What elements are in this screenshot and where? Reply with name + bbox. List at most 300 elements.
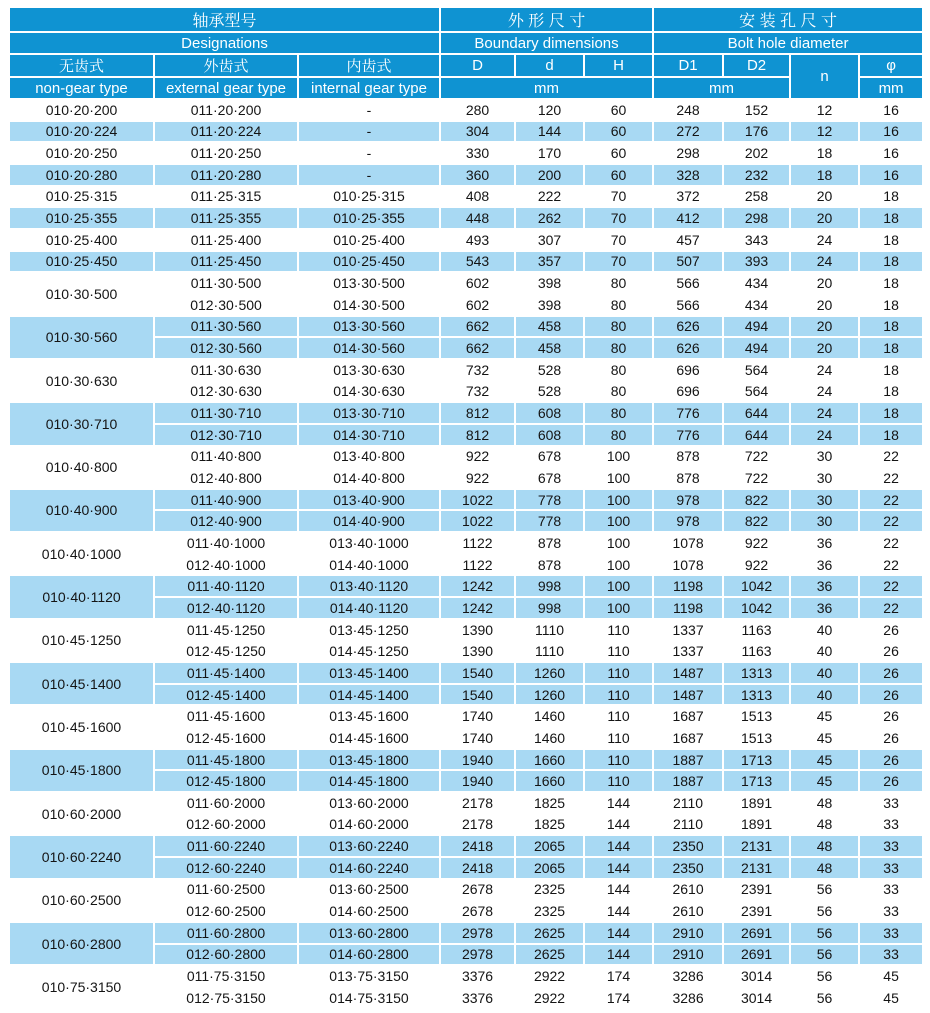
cell-non-gear-type: 010·20·200 [9, 99, 154, 121]
cell-d: 357 [515, 251, 584, 273]
cell-D1: 2610 [653, 900, 723, 922]
cell-n: 56 [790, 922, 859, 944]
cell-H: 100 [584, 597, 653, 619]
cell-phi: 18 [859, 337, 923, 359]
cell-D1: 2350 [653, 835, 723, 857]
cell-external-gear-type: 012·45·1600 [154, 727, 298, 749]
cell-d: 1825 [515, 792, 584, 814]
cell-phi: 22 [859, 554, 923, 576]
colhead-phi: φ [859, 54, 923, 77]
cell-D1: 626 [653, 316, 723, 338]
cell-D: 360 [440, 164, 515, 186]
cell-d: 2325 [515, 879, 584, 901]
cell-D2: 202 [723, 142, 790, 164]
cell-internal-gear-type: 013·40·1000 [298, 532, 440, 554]
cell-internal-gear-type: 013·40·900 [298, 489, 440, 511]
cell-n: 56 [790, 987, 859, 1009]
cell-d: 1660 [515, 770, 584, 792]
table-row [9, 121, 923, 143]
cell-phi: 26 [859, 749, 923, 771]
cell-internal-gear-type: 014·45·1600 [298, 727, 440, 749]
cell-D: 2418 [440, 835, 515, 857]
cell-H: 144 [584, 944, 653, 966]
cell-n: 18 [790, 142, 859, 164]
colhead-internal-gear-zh: 内齿式 [298, 54, 440, 77]
cell-d: 878 [515, 532, 584, 554]
cell-internal-gear-type: 014·75·3150 [298, 987, 440, 1009]
cell-non-gear-type: 010·60·2000 [9, 792, 154, 835]
header-designations-zh: 轴承型号 [9, 7, 440, 32]
cell-external-gear-type: 011·20·224 [154, 121, 298, 143]
cell-D2: 176 [723, 121, 790, 143]
colhead-H: H [584, 54, 653, 77]
cell-d: 458 [515, 316, 584, 338]
cell-d: 1260 [515, 662, 584, 684]
cell-n: 45 [790, 727, 859, 749]
cell-external-gear-type: 012·40·800 [154, 467, 298, 489]
cell-D: 2178 [440, 814, 515, 836]
cell-internal-gear-type: - [298, 142, 440, 164]
cell-phi: 22 [859, 575, 923, 597]
cell-D: 2678 [440, 879, 515, 901]
cell-external-gear-type: 011·60·2240 [154, 835, 298, 857]
cell-H: 80 [584, 381, 653, 403]
cell-D2: 494 [723, 316, 790, 338]
cell-D1: 1078 [653, 554, 723, 576]
cell-D: 1740 [440, 705, 515, 727]
cell-D: 2978 [440, 944, 515, 966]
header-row-en [9, 32, 923, 54]
colhead-d: d [515, 54, 584, 77]
table-row [9, 272, 923, 294]
cell-D1: 2610 [653, 879, 723, 901]
cell-external-gear-type: 011·40·800 [154, 446, 298, 468]
cell-D1: 1887 [653, 770, 723, 792]
cell-D: 922 [440, 446, 515, 468]
cell-n: 48 [790, 835, 859, 857]
cell-H: 70 [584, 186, 653, 208]
cell-H: 70 [584, 207, 653, 229]
cell-internal-gear-type: 014·45·1400 [298, 684, 440, 706]
cell-D2: 1042 [723, 575, 790, 597]
cell-internal-gear-type: 013·45·1400 [298, 662, 440, 684]
cell-external-gear-type: 011·40·1120 [154, 575, 298, 597]
cell-external-gear-type: 012·45·1800 [154, 770, 298, 792]
cell-n: 30 [790, 446, 859, 468]
cell-n: 24 [790, 251, 859, 273]
cell-D1: 328 [653, 164, 723, 186]
cell-phi: 18 [859, 186, 923, 208]
cell-n: 30 [790, 489, 859, 511]
cell-n: 36 [790, 532, 859, 554]
cell-D2: 922 [723, 554, 790, 576]
cell-D2: 1513 [723, 727, 790, 749]
cell-D1: 696 [653, 359, 723, 381]
cell-D: 304 [440, 121, 515, 143]
cell-D: 812 [440, 402, 515, 424]
cell-D: 408 [440, 186, 515, 208]
cell-H: 100 [584, 532, 653, 554]
cell-D2: 393 [723, 251, 790, 273]
cell-D1: 457 [653, 229, 723, 251]
cell-D: 493 [440, 229, 515, 251]
cell-n: 20 [790, 186, 859, 208]
cell-internal-gear-type: 014·40·900 [298, 510, 440, 532]
cell-D: 662 [440, 316, 515, 338]
cell-D1: 1887 [653, 749, 723, 771]
cell-D1: 776 [653, 424, 723, 446]
cell-external-gear-type: 011·60·2500 [154, 879, 298, 901]
cell-phi: 26 [859, 727, 923, 749]
cell-internal-gear-type: 014·40·800 [298, 467, 440, 489]
cell-H: 100 [584, 446, 653, 468]
cell-phi: 33 [859, 900, 923, 922]
cell-d: 998 [515, 597, 584, 619]
cell-D2: 1713 [723, 749, 790, 771]
cell-external-gear-type: 011·25·400 [154, 229, 298, 251]
cell-non-gear-type: 010·60·2800 [9, 922, 154, 965]
cell-external-gear-type: 011·40·900 [154, 489, 298, 511]
cell-non-gear-type: 010·45·1800 [9, 749, 154, 792]
cell-d: 120 [515, 99, 584, 121]
cell-D2: 232 [723, 164, 790, 186]
cell-D2: 922 [723, 532, 790, 554]
cell-n: 12 [790, 121, 859, 143]
cell-D1: 1078 [653, 532, 723, 554]
cell-phi: 22 [859, 446, 923, 468]
cell-phi: 26 [859, 684, 923, 706]
cell-external-gear-type: 012·30·630 [154, 381, 298, 403]
cell-H: 110 [584, 640, 653, 662]
cell-D1: 1337 [653, 619, 723, 641]
cell-D1: 1487 [653, 684, 723, 706]
cell-H: 144 [584, 857, 653, 879]
cell-D1: 878 [653, 446, 723, 468]
cell-H: 80 [584, 337, 653, 359]
cell-internal-gear-type: 013·45·1800 [298, 749, 440, 771]
cell-n: 56 [790, 900, 859, 922]
cell-H: 60 [584, 99, 653, 121]
unit-bolt-mm: mm [653, 77, 790, 99]
cell-D2: 494 [723, 337, 790, 359]
cell-H: 144 [584, 835, 653, 857]
cell-phi: 26 [859, 662, 923, 684]
table-row [9, 446, 923, 468]
cell-D: 448 [440, 207, 515, 229]
cell-H: 100 [584, 467, 653, 489]
cell-D: 602 [440, 294, 515, 316]
cell-external-gear-type: 012·40·900 [154, 510, 298, 532]
cell-H: 80 [584, 402, 653, 424]
cell-internal-gear-type: 013·30·560 [298, 316, 440, 338]
cell-d: 1825 [515, 814, 584, 836]
cell-D2: 1163 [723, 619, 790, 641]
cell-non-gear-type: 010·20·280 [9, 164, 154, 186]
cell-D2: 564 [723, 381, 790, 403]
table-row [9, 164, 923, 186]
cell-internal-gear-type: 013·30·710 [298, 402, 440, 424]
table-row [9, 532, 923, 554]
colhead-D1: D1 [653, 54, 723, 77]
cell-external-gear-type: 011·20·250 [154, 142, 298, 164]
cell-external-gear-type: 011·45·1600 [154, 705, 298, 727]
cell-phi: 16 [859, 99, 923, 121]
table-row [9, 359, 923, 381]
cell-D2: 434 [723, 272, 790, 294]
table-row [9, 489, 923, 511]
cell-internal-gear-type: - [298, 121, 440, 143]
cell-non-gear-type: 010·60·2240 [9, 835, 154, 878]
cell-D2: 2131 [723, 857, 790, 879]
cell-n: 24 [790, 229, 859, 251]
cell-phi: 22 [859, 489, 923, 511]
cell-H: 144 [584, 900, 653, 922]
cell-n: 12 [790, 99, 859, 121]
cell-D2: 1891 [723, 792, 790, 814]
colhead-D: D [440, 54, 515, 77]
cell-internal-gear-type: - [298, 164, 440, 186]
cell-D2: 644 [723, 402, 790, 424]
cell-D: 732 [440, 381, 515, 403]
header-row-zh [9, 7, 923, 32]
table-row [9, 662, 923, 684]
cell-d: 678 [515, 446, 584, 468]
colhead-external-gear-zh: 外齿式 [154, 54, 298, 77]
colhead-D2: D2 [723, 54, 790, 77]
cell-phi: 33 [859, 944, 923, 966]
cell-external-gear-type: 012·60·2500 [154, 900, 298, 922]
cell-non-gear-type: 010·60·2500 [9, 879, 154, 922]
cell-D2: 343 [723, 229, 790, 251]
cell-external-gear-type: 011·45·1400 [154, 662, 298, 684]
cell-d: 2922 [515, 965, 584, 987]
cell-D: 1740 [440, 727, 515, 749]
table-body [9, 99, 923, 1009]
cell-d: 222 [515, 186, 584, 208]
table-header [9, 7, 923, 99]
cell-H: 144 [584, 922, 653, 944]
cell-D: 1540 [440, 662, 515, 684]
cell-D1: 878 [653, 467, 723, 489]
cell-d: 2625 [515, 944, 584, 966]
table-row [9, 99, 923, 121]
table-row [9, 186, 923, 208]
cell-D: 3376 [440, 965, 515, 987]
header-row-units [9, 77, 923, 99]
cell-D2: 258 [723, 186, 790, 208]
cell-external-gear-type: 012·60·2240 [154, 857, 298, 879]
cell-phi: 33 [859, 814, 923, 836]
cell-d: 1110 [515, 640, 584, 662]
header-bolt-en: Bolt hole diameter [653, 32, 923, 54]
cell-H: 110 [584, 705, 653, 727]
cell-n: 48 [790, 814, 859, 836]
cell-d: 170 [515, 142, 584, 164]
cell-d: 528 [515, 381, 584, 403]
cell-D: 2178 [440, 792, 515, 814]
cell-external-gear-type: 012·30·560 [154, 337, 298, 359]
cell-phi: 33 [859, 835, 923, 857]
cell-H: 80 [584, 424, 653, 446]
cell-non-gear-type: 010·20·224 [9, 121, 154, 143]
cell-d: 1460 [515, 705, 584, 727]
cell-D1: 1487 [653, 662, 723, 684]
cell-D: 1390 [440, 619, 515, 641]
cell-internal-gear-type: 014·60·2500 [298, 900, 440, 922]
cell-external-gear-type: 012·40·1000 [154, 554, 298, 576]
cell-D2: 2391 [723, 900, 790, 922]
cell-d: 778 [515, 489, 584, 511]
cell-H: 80 [584, 272, 653, 294]
table-row [9, 835, 923, 857]
cell-d: 2065 [515, 835, 584, 857]
cell-H: 100 [584, 575, 653, 597]
cell-d: 398 [515, 294, 584, 316]
cell-n: 48 [790, 792, 859, 814]
cell-external-gear-type: 011·40·1000 [154, 532, 298, 554]
cell-d: 1660 [515, 749, 584, 771]
cell-phi: 16 [859, 142, 923, 164]
cell-phi: 26 [859, 705, 923, 727]
cell-phi: 45 [859, 987, 923, 1009]
cell-external-gear-type: 011·60·2800 [154, 922, 298, 944]
cell-D2: 152 [723, 99, 790, 121]
cell-internal-gear-type: 014·30·710 [298, 424, 440, 446]
cell-external-gear-type: 011·30·560 [154, 316, 298, 338]
cell-phi: 26 [859, 619, 923, 641]
cell-phi: 18 [859, 207, 923, 229]
header-boundary-en: Boundary dimensions [440, 32, 653, 54]
table-row [9, 575, 923, 597]
cell-n: 45 [790, 770, 859, 792]
table-row [9, 922, 923, 944]
cell-d: 200 [515, 164, 584, 186]
cell-n: 24 [790, 424, 859, 446]
cell-phi: 18 [859, 424, 923, 446]
cell-d: 608 [515, 402, 584, 424]
cell-non-gear-type: 010·45·1400 [9, 662, 154, 705]
colhead-internal-gear-en: internal gear type [298, 77, 440, 99]
cell-D1: 566 [653, 294, 723, 316]
cell-D: 543 [440, 251, 515, 273]
cell-D1: 978 [653, 510, 723, 532]
cell-n: 20 [790, 272, 859, 294]
cell-D: 662 [440, 337, 515, 359]
cell-D1: 626 [653, 337, 723, 359]
cell-phi: 22 [859, 597, 923, 619]
cell-D: 602 [440, 272, 515, 294]
header-bolt-zh: 安 装 孔 尺 寸 [653, 7, 923, 32]
cell-external-gear-type: 012·45·1250 [154, 640, 298, 662]
cell-D2: 1513 [723, 705, 790, 727]
cell-external-gear-type: 012·40·1120 [154, 597, 298, 619]
table-row [9, 316, 923, 338]
cell-internal-gear-type: 014·40·1000 [298, 554, 440, 576]
table-row [9, 229, 923, 251]
cell-phi: 22 [859, 532, 923, 554]
cell-non-gear-type: 010·30·560 [9, 316, 154, 359]
cell-H: 144 [584, 814, 653, 836]
cell-non-gear-type: 010·25·355 [9, 207, 154, 229]
cell-phi: 45 [859, 965, 923, 987]
cell-non-gear-type: 010·20·250 [9, 142, 154, 164]
cell-d: 458 [515, 337, 584, 359]
cell-H: 110 [584, 684, 653, 706]
cell-D1: 2110 [653, 814, 723, 836]
cell-n: 18 [790, 164, 859, 186]
cell-phi: 26 [859, 640, 923, 662]
cell-D1: 2910 [653, 944, 723, 966]
colhead-n: n [790, 54, 859, 99]
table-row [9, 792, 923, 814]
cell-H: 100 [584, 554, 653, 576]
cell-D: 1540 [440, 684, 515, 706]
cell-d: 1460 [515, 727, 584, 749]
cell-D2: 3014 [723, 965, 790, 987]
cell-external-gear-type: 012·60·2000 [154, 814, 298, 836]
header-boundary-zh: 外 形 尺 寸 [440, 7, 653, 32]
cell-external-gear-type: 012·30·710 [154, 424, 298, 446]
cell-D: 1242 [440, 597, 515, 619]
cell-internal-gear-type: 013·60·2800 [298, 922, 440, 944]
cell-D2: 1313 [723, 662, 790, 684]
cell-d: 1110 [515, 619, 584, 641]
bearing-spec-table [8, 6, 924, 1010]
cell-internal-gear-type: 010·25·450 [298, 251, 440, 273]
cell-D2: 298 [723, 207, 790, 229]
cell-D2: 564 [723, 359, 790, 381]
cell-D1: 412 [653, 207, 723, 229]
cell-D2: 3014 [723, 987, 790, 1009]
cell-internal-gear-type: 013·40·1120 [298, 575, 440, 597]
cell-internal-gear-type: 014·60·2800 [298, 944, 440, 966]
cell-D1: 248 [653, 99, 723, 121]
cell-phi: 18 [859, 294, 923, 316]
cell-D1: 1687 [653, 727, 723, 749]
cell-D2: 2691 [723, 944, 790, 966]
cell-n: 24 [790, 359, 859, 381]
cell-H: 110 [584, 749, 653, 771]
cell-external-gear-type: 011·25·355 [154, 207, 298, 229]
cell-n: 36 [790, 597, 859, 619]
cell-H: 144 [584, 792, 653, 814]
table-row [9, 142, 923, 164]
cell-internal-gear-type: 013·45·1600 [298, 705, 440, 727]
table-row [9, 965, 923, 987]
cell-internal-gear-type: 010·25·355 [298, 207, 440, 229]
cell-phi: 33 [859, 879, 923, 901]
cell-internal-gear-type: 014·30·500 [298, 294, 440, 316]
cell-D: 1390 [440, 640, 515, 662]
cell-d: 1260 [515, 684, 584, 706]
cell-D: 812 [440, 424, 515, 446]
cell-n: 56 [790, 879, 859, 901]
cell-internal-gear-type: 013·60·2000 [298, 792, 440, 814]
cell-non-gear-type: 010·30·500 [9, 272, 154, 315]
table-row [9, 207, 923, 229]
cell-D2: 722 [723, 467, 790, 489]
cell-n: 20 [790, 207, 859, 229]
cell-n: 24 [790, 381, 859, 403]
cell-external-gear-type: 011·75·3150 [154, 965, 298, 987]
cell-internal-gear-type: - [298, 99, 440, 121]
cell-D1: 3286 [653, 965, 723, 987]
cell-internal-gear-type: 013·30·630 [298, 359, 440, 381]
cell-external-gear-type: 012·75·3150 [154, 987, 298, 1009]
cell-n: 56 [790, 965, 859, 987]
cell-H: 110 [584, 727, 653, 749]
cell-n: 36 [790, 575, 859, 597]
